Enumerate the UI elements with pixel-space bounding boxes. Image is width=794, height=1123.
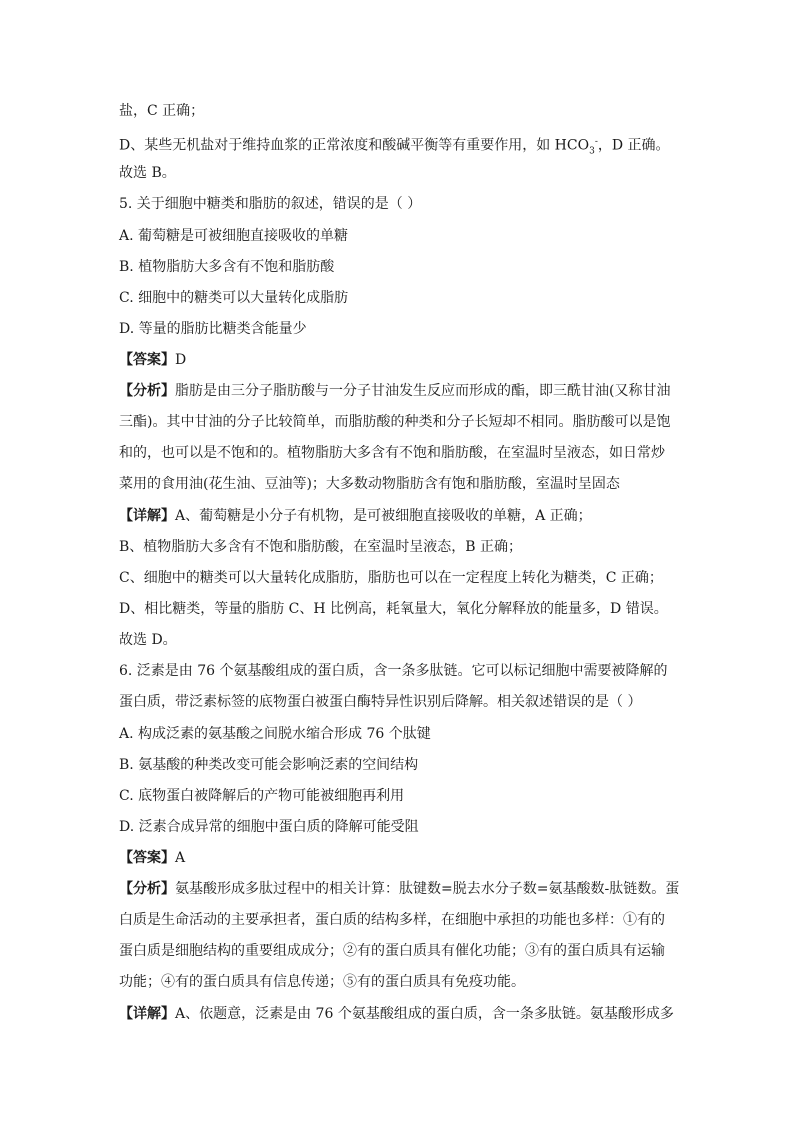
option-c: C. 底物蛋白被降解后的产物可能被细胞再利用 <box>119 788 405 804</box>
option-a: A. 构成泛素的氨基酸之间脱水缩合形成 76 个肽键 <box>119 726 431 742</box>
text-line: C、细胞中的糖类可以大量转化成脂肪，脂肪也可以在一定程度上转化为糖类，C 正确； <box>119 570 663 586</box>
explanation-line: 【详解】A、依题意，泛素是由 76 个氨基酸组成的蛋白质，含一条多肽链。氨基酸形成多 <box>119 1006 674 1022</box>
analysis-line: 【分析】氨基酸形成多肽过程中的相关计算：肽键数=脱去水分子数=氨基酸数-肽链数。蛋 <box>119 881 680 897</box>
text-line: 蛋白质，带泛素标签的底物蛋白被蛋白酶特异性识别后降解。相关叙述错误的是（ ） <box>119 694 642 710</box>
analysis-line: 【分析】脂肪是由三分子脂肪酸与一分子甘油发生反应而形成的酯，即三酰甘油(又称甘油 <box>119 383 671 399</box>
option-b: B. 氨基酸的种类改变可能会影响泛素的空间结构 <box>119 757 419 773</box>
text-line: 三酯)。其中甘油的分子比较简单，而脂肪酸的种类和分子长短却不相同。脂肪酸可以是饱 <box>119 414 671 430</box>
text-line: D、相比糖类，等量的脂肪 C、H 比例高，耗氧量大，氧化分解释放的能量多，D 错误。 <box>119 601 668 617</box>
option-b: B. 植物脂肪大多含有不饱和脂肪酸 <box>119 259 335 275</box>
text-line: 故选 B。 <box>119 165 176 181</box>
option-d: D. 等量的脂肪比糖类含能量少 <box>119 321 307 337</box>
text-line: 和的，也可以是不饱和的。植物脂肪大多含有不饱和脂肪酸，在室温时呈液态，如日常炒 <box>119 445 665 461</box>
text-line: 白质是生命活动的主要承担者，蛋白质的结构多样，在细胞中承担的功能也多样：①有的 <box>119 912 665 928</box>
answer-line: 【答案】D <box>119 352 187 368</box>
option-d: D. 泛素合成异常的细胞中蛋白质的降解可能受阻 <box>119 819 419 835</box>
text-line: B、植物脂肪大多含有不饱和脂肪酸，在室温时呈液态，B 正确； <box>119 539 523 555</box>
answer-line: 【答案】A <box>119 850 186 866</box>
text-line: 蛋白质是细胞结构的重要组成成分；②有的蛋白质具有催化功能；③有的蛋白质具有运输 <box>119 943 665 959</box>
question-5-stem: 5. 关于细胞中糖类和脂肪的叙述，错误的是（ ） <box>119 196 422 212</box>
text-line: 功能；④有的蛋白质具有信息传递；⑤有的蛋白质具有免疫功能。 <box>119 974 525 990</box>
option-a: A. 葡萄糖是可被细胞直接吸收的单糖 <box>119 228 349 244</box>
text-line: 菜用的食用油(花生油、豆油等)；大多数动物脂肪含有饱和脂肪酸，室温时呈固态 <box>119 476 620 492</box>
text-line: 盐，C 正确； <box>119 103 205 119</box>
text-line: D、某些无机盐对于维持血浆的正常浓度和酸碱平衡等有重要作用，如 $HCO_3^-$，D 正确。 <box>119 137 670 157</box>
explanation-line: 【详解】A、葡萄糖是小分子有机物，是可被细胞直接吸收的单糖，A 正确； <box>119 508 592 524</box>
question-6-stem: 6. 泛素是由 76 个氨基酸组成的蛋白质，含一条多肽链。它可以标记细胞中需要被降解的 <box>119 663 668 679</box>
text-line: 故选 D。 <box>119 632 177 648</box>
option-c: C. 细胞中的糖类可以大量转化成脂肪 <box>119 290 349 306</box>
